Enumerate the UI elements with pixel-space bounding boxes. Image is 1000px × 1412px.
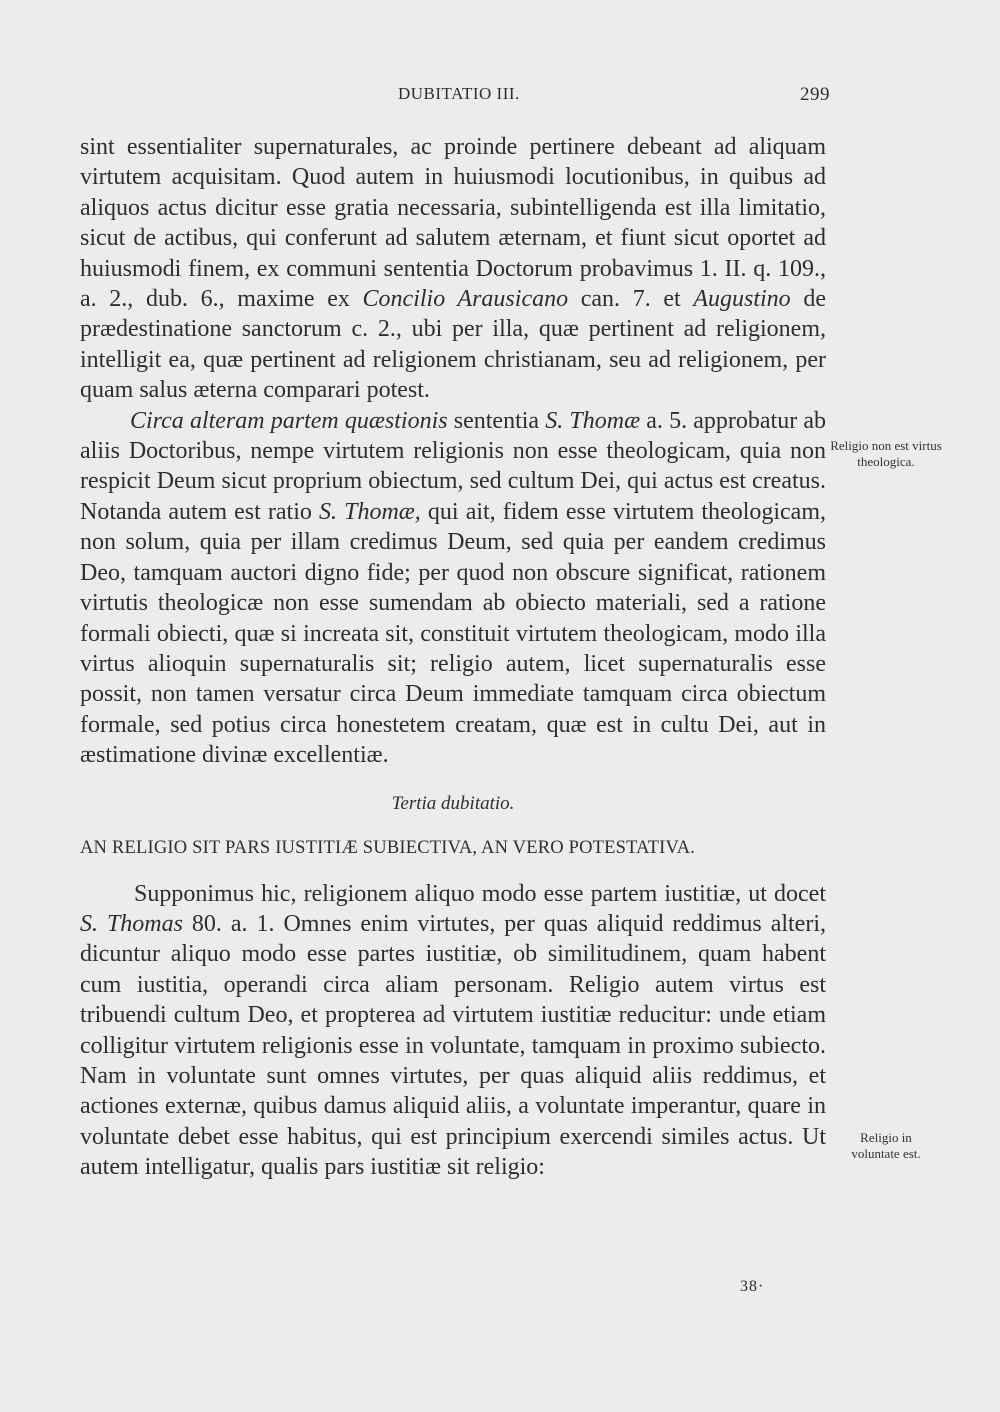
paragraph-1 [80,132,826,406]
text-run: can. 7. et [568,286,694,313]
subheading: Tertia dubitatio. [391,792,515,814]
text-run: a. 5. approbatur ab aliis Doctoribus, nempe virtutem religionis non esse theologicam, quia non respicit Deum sicut proprium obiectum, sed cultum Dei, qui actus est creatus. Notanda autem est ratio [80,407,826,525]
text-run: de prædestinatione sanctorum c. 2., ubi per illa, quæ pertinent ad religionem, intelligit ea, quæ pertinent ad religionem christianam, seu ad religionem, per quam salus æterna comparari potest. [80,286,826,404]
italic-reference: S. Thomæ [545,407,641,434]
italic-reference: Augustino [693,286,791,313]
italic-reference: S. Thomæ, [319,498,421,525]
text-run: 80. a. 1. Omnes enim virtutes, per quas aliquid reddimus alteri, dicuntur aliquo modo esse partes iustitiæ, ob similitudinem, quam habent cum iustitia, operandi circa aliam personam. Religio autem virtus est tribuendi cultum Deo, et propterea ad virtutem iustitiæ reducitur: unde etiam colligitur virtutem religionis esse in voluntate, tamquam in proximo subiecto. Nam in voluntate sunt omnes virtutes, per quas aliquid aliis reddimus, et actiones externæ, quibus damus aliquid aliis, a voluntate imperantur, quare in voluntate debet esse habitus, qui est principium exercendi similes actus. Ut autem intelligatur, qualis pars iustitiæ sit religio: [80,910,826,1181]
italic-reference: S. Thomas [80,910,183,937]
italic-reference: Concilio Arausicano [362,286,569,313]
page-header [80,84,830,110]
paragraph-2 [80,406,826,771]
italic-phrase: Circa alteram partem quæstionis [130,407,448,434]
running-title: DUBITATIO III. [398,84,520,103]
marginal-note: Religio non est virtus theologica. [830,438,942,469]
signature-mark: 38· [740,1278,765,1295]
text-run: sint essentialiter supernaturales, ac proinde pertinere debeant ad aliquam virtutem acquisitam. Quod autem in huiusmodi locutionibus, in quibus ad aliquos actus dicitur esse gratia necessaria, subintelligenda est illa limitatio, sicut de actibus, qui conferunt ad salutem æternam, et fiunt sicut oportet ad huiusmodi finem, ex communi sententia Doctorum probavimus 1. II. q. 109., a. 2., dub. 6., maxime ex [80,134,826,313]
marginal-note: Religio in voluntate est. [851,1130,921,1161]
paragraph-3 [80,879,826,1183]
text-run: Supponimus hic, religionem aliquo modo esse partem iustitiæ, ut docet [134,880,826,907]
main-text [80,132,826,1183]
section-title: AN RELIGIO SIT PARS IUSTITIÆ SUBIECTIVA, AN VERO POTESTATIVA. [80,837,696,858]
page-number: 299 [800,84,830,105]
text-run: sententia [447,407,546,434]
text-run: qui ait, fidem esse virtutem theologicam, non solum, quia per illam credimus Deum, sed quia per eandem credimus Deo, tamquam auctori digno fide; per quod non obscure significat, rationem virtutis theologicæ non esse sumendam ab obiecto materiali, sed a ratione formali obiecti, quæ si increata sit, constituit virtutem theologicam, modo illa virtus alioquin supernaturalis sit; religio autem, licet supernaturalis esse possit, non tamen versatur circa Deum immediate tamquam circa obiectum formale, sed potius circa honestetem creatam, quæ est in cultu Dei, aut in æstimatione divinæ excellentiæ. [80,498,827,769]
